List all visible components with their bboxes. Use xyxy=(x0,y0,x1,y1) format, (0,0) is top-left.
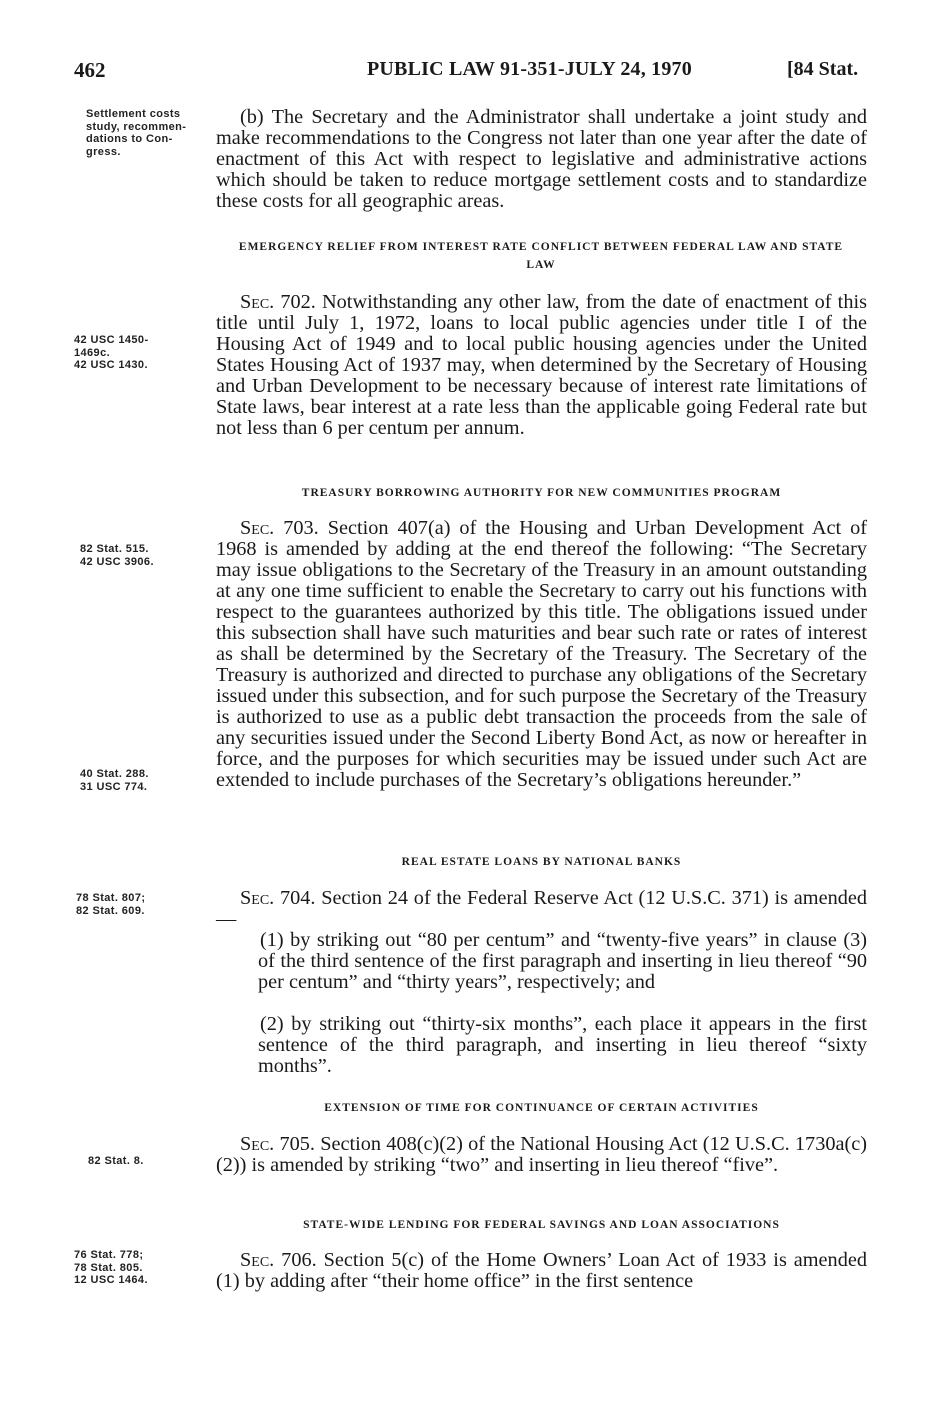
section-705 xyxy=(216,1134,867,1176)
section-704-label: Sec. 704. xyxy=(240,887,316,909)
section-702-label: Sec. 702. xyxy=(240,291,316,313)
section-heading-706: STATE-WIDE LENDING FOR FEDERAL SAVINGS AND LOAN ASSOCIATIONS xyxy=(303,1219,780,1231)
margin-note-settlement: Settlement costs study, recommen- dations to Con- gress. xyxy=(86,108,187,158)
section-703-label: Sec. 703. xyxy=(240,517,319,539)
section-706 xyxy=(216,1250,867,1292)
margin-note-78-stat-807: 78 Stat. 807; 82 Stat. 609. xyxy=(76,892,146,917)
section-702-text: Notwithstanding any other law, from the date of enactment of this title until July 1, 1972, loans to local public agencies under title I of the Housing Act of 1949 and to local public housing agencies under the United States Housing Act of 1937 may, when determined by the Secretary of Housing and Urban Development to be necessary because of interest rate limitations of State laws, bear interest at a rate less than the applicable going Federal rate but not less than 6 per centum per annum. xyxy=(216,291,867,439)
margin-note-42-usc-1450: 42 USC 1450- 1469c. 42 USC 1430. xyxy=(74,334,149,371)
section-heading-703: TREASURY BORROWING AUTHORITY FOR NEW COMMUNITIES PROGRAM xyxy=(301,487,782,499)
section-706-label: Sec. 706. xyxy=(240,1249,317,1271)
section-704-item-1: (1) by striking out “80 per centum” and “twenty-five years” in clause (3) of the third sentence of the first paragraph and inserting in lieu thereof “90 per centum” and “thirty years”, respectively; and xyxy=(258,929,867,993)
section-704 xyxy=(216,888,867,930)
statute-volume: [84 Stat. xyxy=(787,58,859,80)
section-heading-704: REAL ESTATE LOANS BY NATIONAL BANKS xyxy=(401,856,682,868)
section-703-text: Section 407(a) of the Housing and Urban Development Act of 1968 is amended by adding at the end thereof the following: “The Secretary may issue obligations to the Secretary of the Treasury in an amount outstanding at any one time sufficient to enable the Secretary to carry out his functions with respect to the guarantees authorized by this title. The obligations issued under this subsection shall have such maturities and bear such rate or rates of interest as shall be determined by the Secretary of the Treasury. The Secretary of the Treasury is authorized and directed to purchase any obligations of the Secretary issued under this subsection, and for such purpose the Secretary of the Treasury is authorized to use as a public debt transaction the proceeds from the sale of any securities issued under the Second Liberty Bond Act, as now or hereafter in force, and the purposes for which securities may be issued under such Act are extended to include purchases of the Secretary’s obligations hereunder.” xyxy=(216,517,867,791)
section-704-text: Section 24 of the Federal Reserve Act (12 U.S.C. 371) is amended— xyxy=(216,887,867,930)
section-704-item-2: (2) by striking out “thirty-six months”, each place it appears in the first sentence of the third paragraph, and inserting in lieu thereof “sixty months”. xyxy=(258,1013,867,1077)
section-heading-702: EMERGENCY RELIEF FROM INTEREST RATE CONFLICT BETWEEN FEDERAL LAW AND STATE LAW xyxy=(238,241,844,271)
margin-note-40-stat-288: 40 Stat. 288. 31 USC 774. xyxy=(80,768,149,793)
page-title: PUBLIC LAW 91-351-JULY 24, 1970 xyxy=(367,58,692,80)
section-705-label: Sec. 705. xyxy=(240,1133,315,1155)
section-702 xyxy=(216,292,867,439)
paragraph-b: (b) The Secretary and the Administrator shall undertake a joint study and make recommendations to the Congress not later than one year after the date of enactment of this Act with respect to legislative and administrative actions which should be taken to reduce mortgage settlement costs and to standardize these costs for all geographic areas. xyxy=(216,106,867,212)
margin-note-82-stat-515: 82 Stat. 515. 42 USC 3906. xyxy=(80,543,154,568)
margin-note-76-stat-778: 76 Stat. 778; 78 Stat. 805. 12 USC 1464. xyxy=(74,1249,148,1286)
section-705-text: Section 408(c)(2) of the National Housing Act (12 U.S.C. 1730a(c)(2)) is amended by striking “two” and inserting in lieu thereof “five”. xyxy=(216,1133,867,1176)
section-heading-705: EXTENSION OF TIME FOR CONTINUANCE OF CERTAIN ACTIVITIES xyxy=(324,1102,759,1114)
section-706-text: Section 5(c) of the Home Owners’ Loan Act of 1933 is amended (1) by adding after “their home office” in the first sentence xyxy=(216,1249,867,1292)
page-number: 462 xyxy=(74,58,106,82)
margin-note-82-stat-8: 82 Stat. 8. xyxy=(88,1155,144,1167)
section-703 xyxy=(216,518,867,791)
